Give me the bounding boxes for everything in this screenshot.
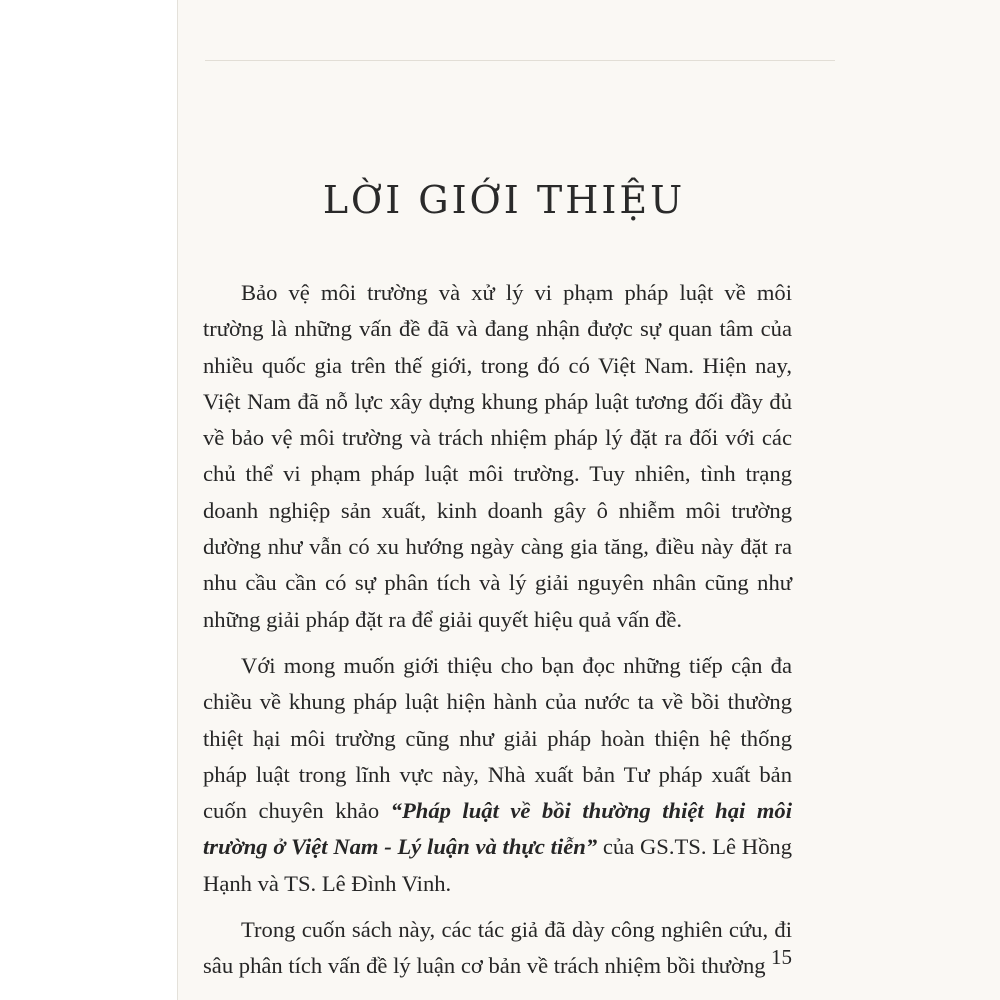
page-title: LỜI GIỚI THIỆU [322, 178, 686, 222]
paragraph-3: Trong cuốn sách này, các tác giả đã dày công nghiên cứu, đi sâu phân tích vấn đề lý luận cơ bản về trách nhiệm bồi thường [203, 917, 792, 979]
paragraph-2 [203, 648, 792, 902]
paragraph-2-authors: của GS.TS. Lê Hồng Hạnh và TS. Lê Đình Vinh. [203, 834, 793, 896]
paragraph-2-intro: Với mong muốn giới thiệu cho bạn đọc những tiếp cận đa chiều về khung pháp luật hiện hành của nước ta về bồi thường thiệt hại môi trường cũng như giải pháp hoàn thiện hệ thống pháp luật trong lĩnh vực này, Nhà xuất bản Tư pháp xuất bản cuốn chuyên khảo [203, 652, 792, 824]
show-through-header-rule [205, 60, 835, 61]
page-number: 15 [771, 945, 792, 969]
book-title: “Pháp luật về bồi thường thiệt hại môi trường ở Việt Nam - Lý luận và thực tiễn” [203, 798, 792, 860]
paragraph-1: Bảo vệ môi trường và xử lý vi phạm pháp luật về môi trường là những vấn đề đã và đang nhận được sự quan tâm của nhiều quốc gia trên thế giới, trong đó có Việt Nam. Hiện nay, Việt Nam đã nỗ lực xây dựng khung pháp luật tương đối đầy đủ về bảo vệ môi trường và trách nhiệm pháp lý đặt ra đối với các chủ thể vi phạm pháp luật môi trường. Tuy nhiên, tình trạng doanh nghiệp sản xuất, kinh doanh gây ô nhiễm môi trường dường như vẫn có xu hướng ngày càng gia tăng, điều này đặt ra nhu cầu cần có sự phân tích và lý giải nguyên nhân cũng như những giải pháp đặt ra để giải quyết hiệu quả vấn đề. [203, 280, 792, 632]
body-text [203, 275, 792, 995]
